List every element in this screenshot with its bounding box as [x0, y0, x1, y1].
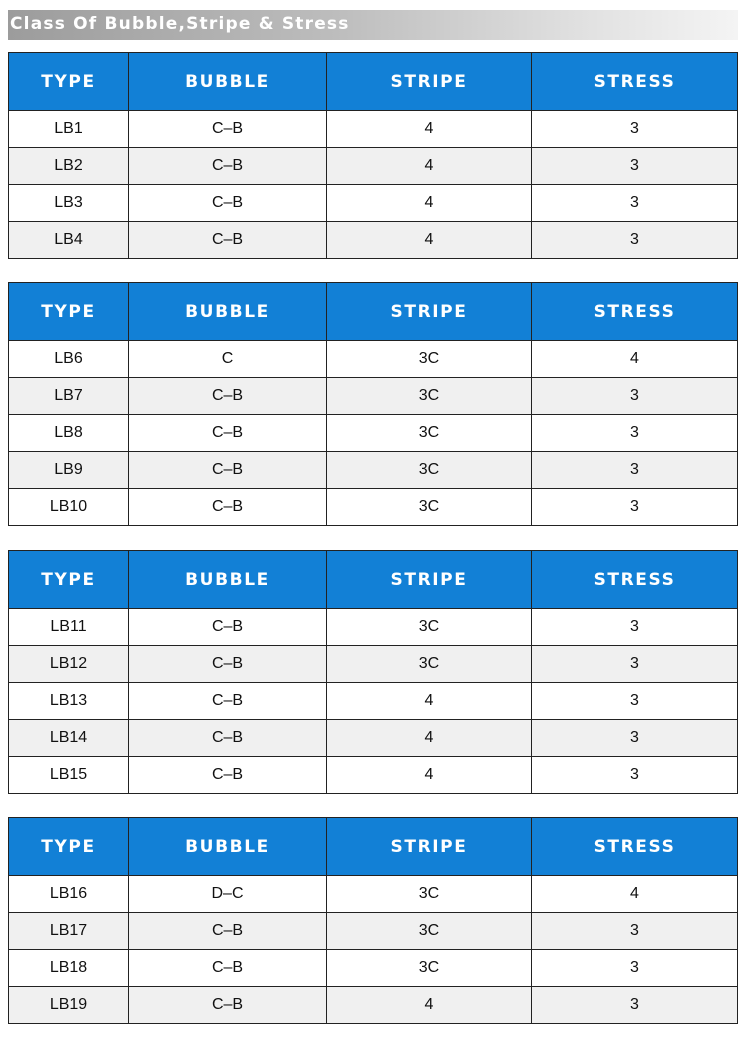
stripe-cell: 3C [327, 646, 532, 683]
bubble-cell: C–B [129, 987, 327, 1024]
stripe-cell: 4 [327, 987, 532, 1024]
stress-cell: 3 [532, 987, 738, 1024]
stripe-cell: 4 [327, 111, 532, 148]
spec-table-2 [8, 282, 738, 526]
bubble-cell: C–B [129, 452, 327, 489]
bubble-cell: C–B [129, 185, 327, 222]
table-row [9, 876, 738, 913]
table-row [9, 222, 738, 259]
stripe-cell: 3C [327, 876, 532, 913]
table-row [9, 950, 738, 987]
type-cell: LB12 [9, 646, 129, 683]
stress-cell: 3 [532, 720, 738, 757]
stress-cell: 3 [532, 757, 738, 794]
stress-cell: 3 [532, 415, 738, 452]
stripe-cell: 3C [327, 415, 532, 452]
type-cell: LB9 [9, 452, 129, 489]
table-row [9, 757, 738, 794]
stripe-cell: 3C [327, 950, 532, 987]
table-row [9, 111, 738, 148]
type-cell: LB19 [9, 987, 129, 1024]
stripe-cell: 4 [327, 148, 532, 185]
table-row [9, 452, 738, 489]
bubble-cell: C–B [129, 950, 327, 987]
stress-cell: 3 [532, 452, 738, 489]
bubble-cell: C–B [129, 609, 327, 646]
type-cell: LB1 [9, 111, 129, 148]
stress-cell: 3 [532, 185, 738, 222]
header-cell: TYPE [9, 551, 129, 609]
table-row [9, 148, 738, 185]
header-row [9, 551, 738, 609]
header-row [9, 818, 738, 876]
stripe-cell: 4 [327, 720, 532, 757]
bubble-cell: C–B [129, 489, 327, 526]
spec-table-4 [8, 817, 738, 1024]
header-cell: STRIPE [327, 818, 532, 876]
page-title: Class Of Bubble,Stripe & Stress [10, 14, 350, 34]
bubble-cell: C–B [129, 646, 327, 683]
bubble-cell: C–B [129, 757, 327, 794]
table-row [9, 987, 738, 1024]
header-cell: STRIPE [327, 283, 532, 341]
header-cell: STRESS [532, 53, 738, 111]
stripe-cell: 4 [327, 222, 532, 259]
bubble-cell: C–B [129, 913, 327, 950]
table-row [9, 378, 738, 415]
stress-cell: 3 [532, 609, 738, 646]
type-cell: LB10 [9, 489, 129, 526]
type-cell: LB17 [9, 913, 129, 950]
type-cell: LB6 [9, 341, 129, 378]
type-cell: LB8 [9, 415, 129, 452]
type-cell: LB7 [9, 378, 129, 415]
stripe-cell: 4 [327, 757, 532, 794]
header-row [9, 53, 738, 111]
stripe-cell: 3C [327, 609, 532, 646]
bubble-cell: C–B [129, 222, 327, 259]
stress-cell: 3 [532, 646, 738, 683]
header-cell: TYPE [9, 818, 129, 876]
type-cell: LB18 [9, 950, 129, 987]
header-cell: TYPE [9, 283, 129, 341]
header-cell: BUBBLE [129, 53, 327, 111]
header-cell: TYPE [9, 53, 129, 111]
stress-cell: 4 [532, 341, 738, 378]
stress-cell: 3 [532, 489, 738, 526]
stripe-cell: 3C [327, 378, 532, 415]
spec-table-1 [8, 52, 738, 259]
bubble-cell: C–B [129, 111, 327, 148]
table-row [9, 489, 738, 526]
type-cell: LB15 [9, 757, 129, 794]
stress-cell: 3 [532, 378, 738, 415]
stripe-cell: 3C [327, 452, 532, 489]
stress-cell: 4 [532, 876, 738, 913]
table-row [9, 683, 738, 720]
stripe-cell: 3C [327, 341, 532, 378]
header-cell: BUBBLE [129, 551, 327, 609]
spec-table-3 [8, 550, 738, 794]
header-cell: STRESS [532, 283, 738, 341]
table-row [9, 415, 738, 452]
type-cell: LB3 [9, 185, 129, 222]
title-bar [8, 10, 738, 40]
stress-cell: 3 [532, 148, 738, 185]
header-cell: STRESS [532, 818, 738, 876]
bubble-cell: C–B [129, 378, 327, 415]
bubble-cell: C–B [129, 720, 327, 757]
stripe-cell: 3C [327, 913, 532, 950]
type-cell: LB2 [9, 148, 129, 185]
stripe-cell: 4 [327, 683, 532, 720]
bubble-cell: C–B [129, 415, 327, 452]
table-row [9, 341, 738, 378]
stress-cell: 3 [532, 222, 738, 259]
type-cell: LB13 [9, 683, 129, 720]
type-cell: LB16 [9, 876, 129, 913]
header-cell: STRESS [532, 551, 738, 609]
type-cell: LB11 [9, 609, 129, 646]
bubble-cell: D–C [129, 876, 327, 913]
stripe-cell: 3C [327, 489, 532, 526]
bubble-cell: C [129, 341, 327, 378]
bubble-cell: C–B [129, 148, 327, 185]
table-row [9, 913, 738, 950]
table-row [9, 609, 738, 646]
header-row [9, 283, 738, 341]
header-cell: STRIPE [327, 53, 532, 111]
type-cell: LB14 [9, 720, 129, 757]
table-row [9, 646, 738, 683]
bubble-cell: C–B [129, 683, 327, 720]
stress-cell: 3 [532, 683, 738, 720]
stress-cell: 3 [532, 111, 738, 148]
header-cell: BUBBLE [129, 283, 327, 341]
stress-cell: 3 [532, 950, 738, 987]
stress-cell: 3 [532, 913, 738, 950]
type-cell: LB4 [9, 222, 129, 259]
table-row [9, 185, 738, 222]
header-cell: STRIPE [327, 551, 532, 609]
stripe-cell: 4 [327, 185, 532, 222]
header-cell: BUBBLE [129, 818, 327, 876]
table-row [9, 720, 738, 757]
